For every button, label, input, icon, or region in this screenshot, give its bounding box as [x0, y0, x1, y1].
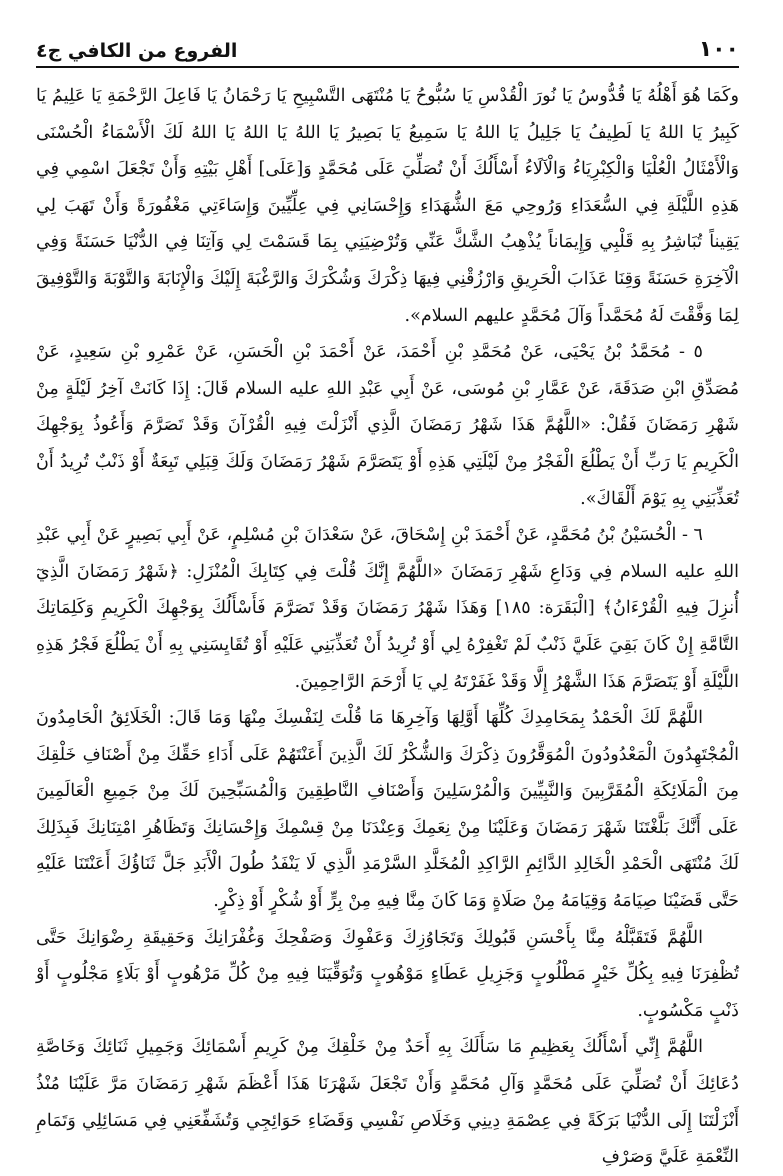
- page-header: [36, 26, 739, 68]
- page-number: ١٠٠: [698, 37, 739, 62]
- body-text: [36, 78, 740, 1168]
- paragraph-2-hadith-5: ٥ - مُحَمَّدُ بْنُ يَحْيَى، عَنْ مُحَمَّدِ بْنِ أَحْمَدَ، عَنْ أَحْمَدَ بْنِ الْحَسَنِ، عَنْ عَمْرِو بْنِ سَعِيدٍ، عَنْ مُصَدِّقِ ابْنِ صَدَقَةَ، عَنْ عَمَّارِ بْنِ مُوسَى، عَنْ أَبِي عَبْدِ اللهِ عليه السلام قَالَ: إِذَا كَانَتْ آخِرُ لَيْلَةٍ مِنْ شَهْرِ رَمَضَانَ فَقُلْ: «اللَّهُمَّ هَذَا شَهْرُ رَمَضَانَ الَّذِي أَنْزَلْتَ فِيهِ الْقُرْآنَ وَقَدْ تَصَرَّمَ وَأَعُوذُ بِوَجْهِكَ الْكَرِيمِ يَا رَبِّ أَنْ يَطْلُعَ الْفَجْرُ مِنْ لَيْلَتِي هَذِهِ أَوْ يَتَصَرَّمَ شَهْرُ رَمَضَانَ وَلَكَ قِبَلِي تَبِعَةٌ أَوْ ذَنْبٌ تُرِيدُ أَنْ تُعَذِّبَنِي بِهِ يَوْمَ أَلْقَاكَ».: [36, 342, 739, 509]
- paragraph-4: اللَّهُمَّ لَكَ الْحَمْدُ بِمَحَامِدِكَ كُلِّهَا أَوَّلِهَا وَآخِرِهَا مَا قُلْتَ لِنَفْسِكَ مِنْهَا وَمَا قَالَ: الْخَلَائِقُ الْحَامِدُونَ الْمُجْتَهِدُونَ الْمَعْدُودُونَ الْمُوَقَّرُونَ ذِكْرَكَ وَالشُّكْرُ لَكَ الَّذِينَ أَعَنْتَهُمْ عَلَى أَدَاءِ حَقِّكَ مِنْ أَصْنَافِ خَلْقِكَ مِنَ الْمَلَائِكَةِ الْمُقَرَّبِينَ وَالنَّبِيِّينَ وَالْمُرْسَلِينَ وَأَصْنَافِ النَّاطِقِينَ وَالْمُسَبِّحِينَ لَكَ مِنْ جَمِيعِ الْعَالَمِينَ عَلَى أَنَّكَ بَلَّغْتَنَا شَهْرَ رَمَضَانَ وَعَلَيْنَا مِنْ نِعَمِكَ وَعِنْدَنَا مِنْ قِسْمِكَ وَإِحْسَانِكَ وَتَظَاهُرِ امْتِنَانِكَ فَبِذَلِكَ لَكَ مُنْتَهَى الْحَمْدِ الْخَالِدِ الدَّائِمِ الرَّاكِدِ الْمُخَلَّدِ السَّرْمَدِ الَّذِي لَا يَنْفَدُ طُولَ الْأَبَدِ جَلَّ ثَنَاؤُكَ أَعَنْتَنَا عَلَيْهِ حَتَّى قَضَيْنَا صِيَامَهُ وَقِيَامَهُ مِنْ صَلَاةٍ وَمَا كَانَ مِنَّا فِيهِ مِنْ بِرٍّ أَوْ شُكْرٍ أَوْ ذِكْرٍ.: [36, 708, 739, 912]
- paragraph-5: اللَّهُمَّ فَتَقَبَّلْهُ مِنَّا بِأَحْسَنِ قَبُولِكَ وَتَجَاوُزِكَ وَعَفْوِكَ وَصَفْحِكَ وَغُفْرَانِكَ وَحَقِيقَةِ رِضْوَانِكَ حَتَّى تُظْفِرَنَا فِيهِ بِكُلِّ خَيْرٍ مَطْلُوبٍ وَجَزِيلِ عَطَاءٍ مَوْهُوبٍ وَتُوَقِّيَنَا فِيهِ مِنْ كُلِّ مَرْهُوبٍ أَوْ بَلَاءٍ مَجْلُوبٍ أَوْ ذَنْبٍ مَكْسُوبٍ.: [36, 927, 739, 1021]
- running-title: الفروع من الكافي ج٤: [36, 40, 238, 62]
- paragraph-6: اللَّهُمَّ إِنِّي أَسْأَلُكَ بِعَظِيمِ مَا سَأَلَكَ بِهِ أَحَدٌ مِنْ خَلْقِكَ مِنْ كَرِيمِ أَسْمَائِكَ وَجَمِيلِ ثَنَائِكَ وَخَاصَّةِ دُعَائِكَ أَنْ تُصَلِّيَ عَلَى مُحَمَّدٍ وَآلِ مُحَمَّدٍ وَأَنْ تَجْعَلَ شَهْرَنَا هَذَا أَعْظَمَ شَهْرِ رَمَضَانَ مَرَّ عَلَيْنَا مُنْذُ أَنْزَلْتَنَا إِلَى الدُّنْيَا بَرَكَةً فِي عِصْمَةِ دِينِي وَخَلَاصِ نَفْسِي وَقَضَاءِ حَوَائِجِي وَتُشَفِّعَنِي فِي مَسَائِلِي وَتَمَامِ النِّعْمَةِ عَلَيَّ وَصَرْفِ: [36, 1037, 739, 1168]
- paragraph-1: وكَمَا هُوَ أَهْلُهُ يَا قُدُّوسُ يَا نُورَ الْقُدْسِ يَا سُبُّوحُ يَا مُنْتَهَى التَّسْبِيحِ يَا رَحْمَانُ يَا فَاعِلَ الرَّحْمَةِ يَا عَلِيمُ يَا كَبِيرُ يَا اللهُ يَا لَطِيفُ يَا جَلِيلُ يَا اللهُ يَا سَمِيعُ يَا بَصِيرُ يَا اللهُ يَا اللهُ يَا اللهُ لَكَ الْأَسْمَاءُ الْحُسْنَى وَالْأَمْثَالُ الْعُلْيَا وَالْكِبْرِيَاءُ وَالْآلَاءُ أَسْأَلُكَ أَنْ تُصَلِّيَ عَلَى مُحَمَّدٍ وَ[عَلَى] أَهْلِ بَيْتِهِ وَأَنْ تَجْعَلَ اسْمِي فِي هَذِهِ اللَّيْلَةِ فِي السُّعَدَاءِ وَرُوحِي مَعَ الشُّهَدَاءِ وَإِحْسَانِي فِي عِلِّيِّينَ وَإِسَاءَتِي مَغْفُورَةً وَأَنْ تَهَبَ لِي يَقِيناً تُبَاشِرُ بِهِ قَلْبِي وَإِيمَاناً يُذْهِبُ الشَّكَّ عَنِّي وَتُرْضِيَنِي بِمَا قَسَمْتَ لِي وَآتِنَا فِي الدُّنْيَا حَسَنَةً وَفِي الْآخِرَةِ حَسَنَةً وَقِنَا عَذَابَ الْحَرِيقِ وَارْزُقْنِي فِيهَا ذِكْرَكَ وَشُكْرَكَ وَالرَّغْبَةَ إِلَيْكَ وَالْإِنَابَةَ وَالتَّوْبَةَ وَالتَّوْفِيقَ لِمَا وَفَّقْتَ لَهُ مُحَمَّداً وَآلَ مُحَمَّدٍ عليهم السلام».: [36, 86, 739, 326]
- paragraph-3-hadith-6: ٦ - الْحُسَيْنُ بْنُ مُحَمَّدٍ، عَنْ أَحْمَدَ بْنِ إِسْحَاقَ، عَنْ سَعْدَانَ بْنِ مُسْلِمٍ، عَنْ أَبِي بَصِيرٍ عَنْ أَبِي عَبْدِ اللهِ عليه السلام فِي وَدَاعِ شَهْرِ رَمَضَانَ «اللَّهُمَّ إِنَّكَ قُلْتَ فِي كِتَابِكَ الْمُنْزَلِ: ﴿شَهْرُ رَمَضَانَ الَّذِيٓ أُنزِلَ فِيهِ الْقُرْءَانُ﴾ [الْبَقَرَة: ١٨٥] وَهَذَا شَهْرُ رَمَضَانَ وَقَدْ تَصَرَّمَ فَأَسْأَلُكَ بِوَجْهِكَ الْكَرِيمِ وَكَلِمَاتِكَ التَّامَّةِ إِنْ كَانَ بَقِيَ عَلَيَّ ذَنْبٌ لَمْ تَغْفِرْهُ لِي أَوْ تُرِيدُ أَنْ تُعَذِّبَنِي عَلَيْهِ أَوْ تُقَايِسَنِي بِهِ أَنْ يَطْلُعَ فَجْرُ هَذِهِ اللَّيْلَةِ أَوْ يَتَصَرَّمَ هَذَا الشَّهْرُ إِلَّا وَقَدْ غَفَرْتَهُ لِي يَا أَرْحَمَ الرَّاحِمِينَ.: [36, 525, 740, 692]
